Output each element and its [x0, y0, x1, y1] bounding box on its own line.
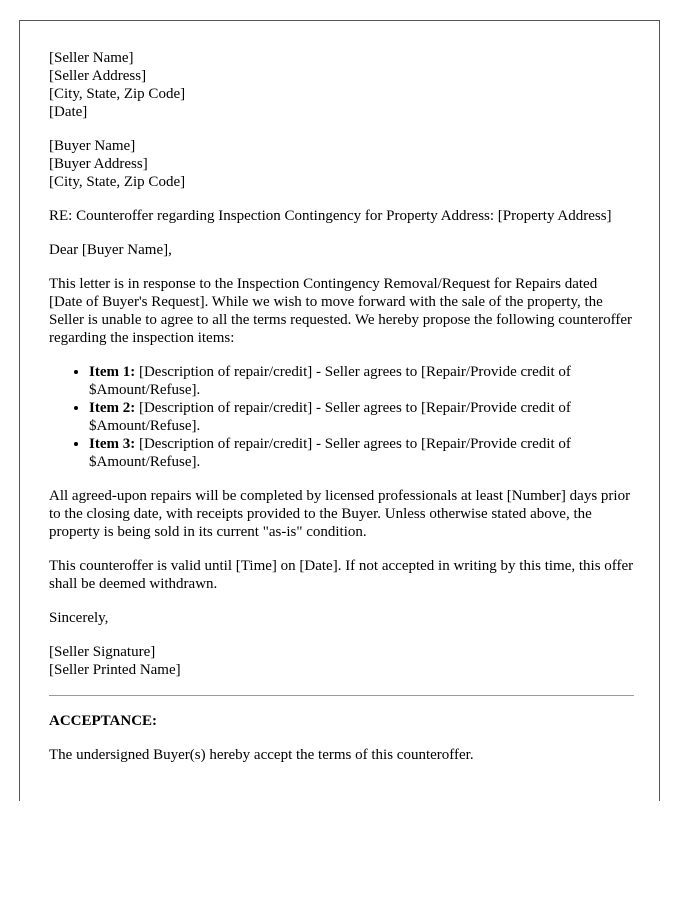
acceptance-heading: ACCEPTANCE:	[49, 713, 158, 729]
section-divider	[49, 695, 634, 696]
letter-content	[49, 49, 634, 780]
item-text: [Description of repair/credit] - Seller agrees to [Repair/Provide credit of $Amount/Refuse].	[89, 436, 571, 470]
seller-printed-name: [Seller Printed Name]	[49, 662, 181, 678]
seller-city-state-zip: [City, State, Zip Code]	[49, 86, 186, 102]
list-item	[89, 435, 634, 471]
item-text: [Description of repair/credit] - Seller agrees to [Repair/Provide credit of $Amount/Refuse].	[89, 364, 571, 398]
buyer-address: [Buyer Address]	[49, 156, 148, 172]
salutation: Dear [Buyer Name],	[49, 242, 172, 258]
intro-paragraph: This letter is in response to the Inspection Contingency Removal/Request for Repairs dated [Date of Buyer's Request]. While we wish to move forward with the sale of the property, the Seller is unable to agree to all the terms requested. We hereby propose the following counteroffer regarding the inspection items:	[49, 276, 633, 346]
list-item	[89, 363, 634, 399]
item-label: Item 3:	[89, 436, 136, 452]
list-item	[89, 399, 634, 435]
buyer-city-state-zip: [City, State, Zip Code]	[49, 174, 186, 190]
buyer-address-block	[49, 137, 634, 191]
seller-address-block	[49, 49, 634, 121]
item-label: Item 1:	[89, 364, 136, 380]
inspection-items-list	[49, 363, 634, 471]
seller-address: [Seller Address]	[49, 68, 147, 84]
seller-name: [Seller Name]	[49, 50, 134, 66]
acceptance-text: The undersigned Buyer(s) hereby accept the terms of this counteroffer.	[49, 747, 474, 763]
buyer-name: [Buyer Name]	[49, 138, 136, 154]
closing: Sincerely,	[49, 610, 109, 626]
signature-block	[49, 643, 634, 679]
seller-signature: [Seller Signature]	[49, 644, 156, 660]
re-line: RE: Counteroffer regarding Inspection Contingency for Property Address: [Property Address]	[49, 208, 612, 224]
letter-page	[19, 20, 660, 801]
letter-date: [Date]	[49, 104, 88, 120]
item-text: [Description of repair/credit] - Seller agrees to [Repair/Provide credit of $Amount/Refuse].	[89, 400, 571, 434]
item-label: Item 2:	[89, 400, 136, 416]
repairs-paragraph: All agreed-upon repairs will be completed by licensed professionals at least [Number] days prior to the closing date, with receipts provided to the Buyer. Unless otherwise stated above, the property is being sold in its current "as-is" condition.	[49, 488, 631, 540]
validity-paragraph: This counteroffer is valid until [Time] on [Date]. If not accepted in writing by this time, this offer shall be deemed withdrawn.	[49, 558, 634, 592]
